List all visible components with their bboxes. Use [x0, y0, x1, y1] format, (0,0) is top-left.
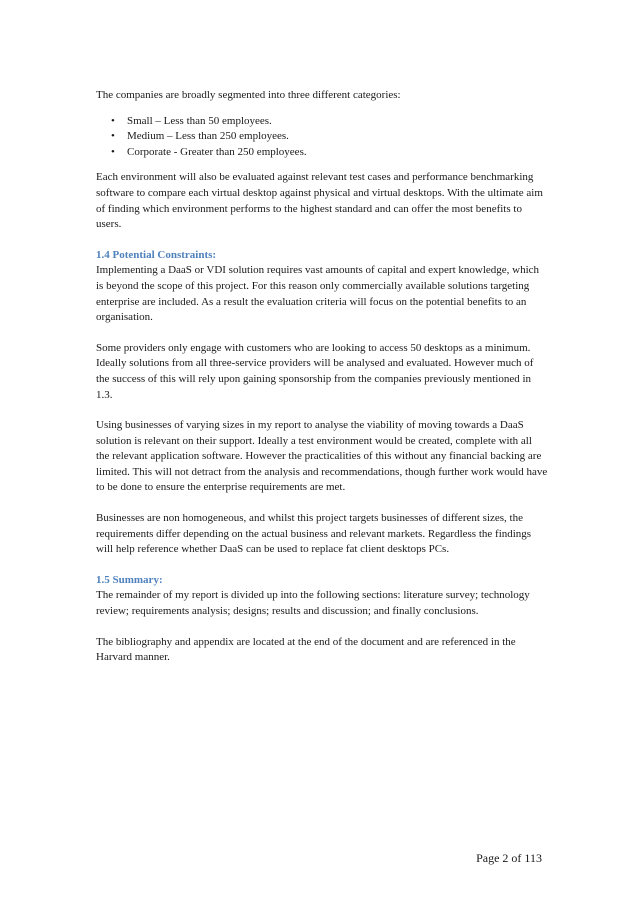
bullet-icon: • — [111, 130, 115, 143]
page-number: Page 2 of 113 — [476, 851, 542, 865]
constraints-paragraph-2: Some providers only engage with customers who are looking to access 50 desktops as a minimum. Ideally solutions from all three-service providers will be analysed and evaluated. However much of the success of this will rely upon gaining sponsorship from the companies previously mentioned in 1.3. — [96, 341, 534, 401]
evaluation-paragraph: Each environment will also be evaluated against relevant test cases and performance benchmarking software to compare each virtual desktop against physical and virtual desktops. With the ultimate aim of finding which environment performs to the highest standard and can offer the most benefits to users. — [96, 171, 543, 231]
list-item — [96, 145, 548, 161]
category-small: Small – Less than 50 employees. — [127, 114, 272, 127]
list-item — [96, 129, 548, 145]
summary-paragraph-1: The remainder of my report is divided up into the following sections: literature survey; technology review; requirements analysis; designs; results and discussion; and finally conclusions. — [96, 589, 530, 618]
category-list — [96, 114, 548, 161]
constraints-paragraph-3: Using businesses of varying sizes in my report to analyse the viability of moving towards a DaaS solution is relevant on their support. Ideally a test environment would be created, complete with all the relevant application software. However the practicalities of this without any financial backing are limited. This will not detract from the analysis and recommendations, though further work would have to be done to ensure the enterprise requirements are met. — [96, 419, 548, 494]
bullet-icon: • — [111, 145, 115, 158]
constraints-paragraph-1: Implementing a DaaS or VDI solution requires vast amounts of capital and expert knowledge, which is beyond the scope of this project. For this reason only commercially available solutions targeting enterprise are included. As a result the evaluation criteria will focus on the potential benefits to an organisation. — [96, 264, 540, 324]
intro-text: The companies are broadly segmented into three different categories: — [96, 89, 401, 101]
category-medium: Medium – Less than 250 employees. — [127, 130, 289, 143]
summary-paragraph-2: The bibliography and appendix are located at the end of the document and are referenced in the Harvard manner. — [96, 635, 516, 664]
bullet-icon: • — [111, 114, 115, 127]
constraints-paragraph-4: Businesses are non homogeneous, and whilst this project targets businesses of different sizes, the requirements differ depending on the actual business and relevant markets. Regardless the findings will help reference whether DaaS can be used to replace fat client desktops PCs. — [96, 512, 532, 556]
category-corporate: Corporate - Greater than 250 employees. — [127, 145, 307, 158]
list-item — [96, 114, 548, 130]
document-body — [96, 88, 548, 681]
section-heading-summary: 1.5 Summary: — [96, 573, 163, 586]
section-heading-constraints: 1.4 Potential Constraints: — [96, 248, 217, 261]
